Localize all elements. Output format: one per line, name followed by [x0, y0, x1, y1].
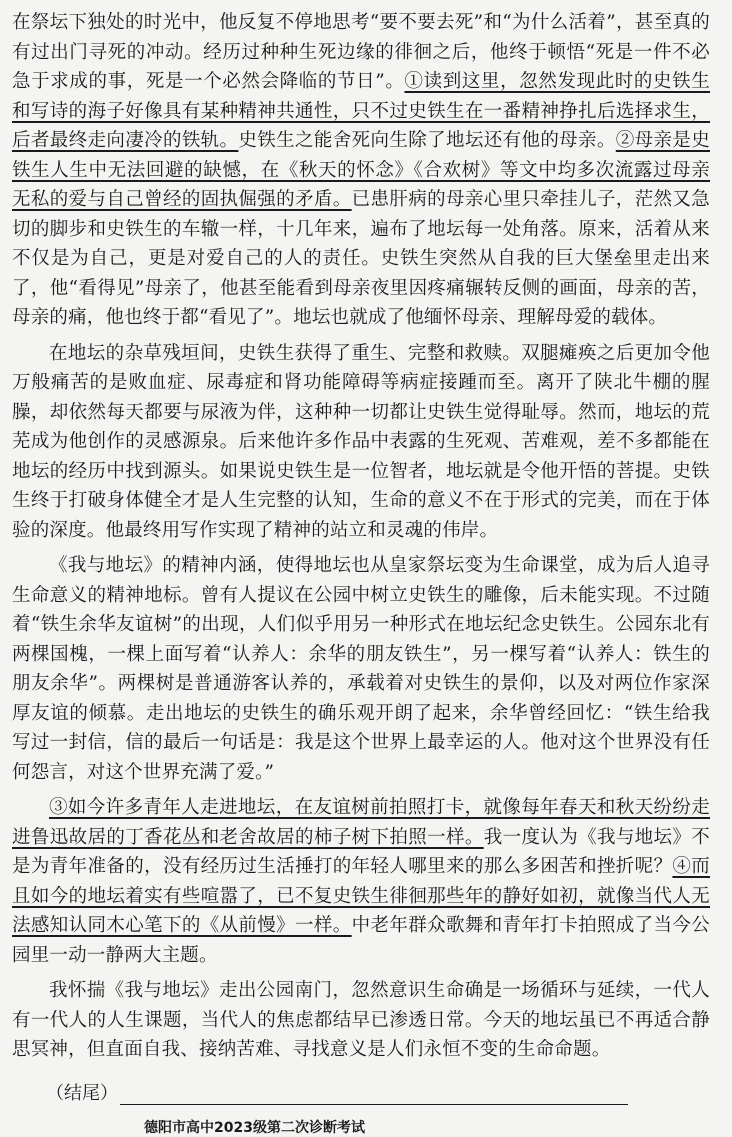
- text-segment: 我怀揣《我与地坛》走出公园南门，忽然意识生命确是一场循环与延续，一代人有一代人的人生课题，当代人的焦虑都结早已渗透日常。今天的地坛虽已不再适合静思冥神，但直面自我、接纳苦难、寻找意义是人们永恒不变的生命命题。: [12, 980, 710, 1060]
- underlined-sentence: ④而且如今的地坛着实有些喧嚣了，已不复史铁生徘徊那些年的静好如初，就像当代人无法感知认同木心笔下的《从前慢》一样。: [12, 856, 710, 936]
- article-paragraph-p4: [12, 793, 710, 970]
- article-paragraph-p5: [12, 976, 710, 1065]
- article-paragraph-p3: [12, 551, 710, 787]
- ending-answer-line[interactable]: [120, 1084, 628, 1105]
- text-segment: 我一度认为《我与地坛》不是为青年准备的，没有经历过生活捶打的年轻人哪里来的那么多困苦和挫折呢？: [12, 826, 710, 877]
- article-body: [12, 8, 710, 1065]
- exam-footer: 德阳市高中2023级第二次诊断考试: [144, 1119, 365, 1136]
- text-segment: 已患肝病的母亲心里只牵挂儿子，茫然又急切的脚步和史铁生的车辙一样，十几年来，遍布了地坛每一处角落。原来，活着从来不仅是为自己，更是对爱自己的人的责任。史铁生突然从自我的巨大堡垒里走出来了，他“看得见”母亲了，他甚至能看到母亲夜里因疼痛辗转反侧的画面，母亲的苦，母亲的痛，他也终于都“看见了”。地坛也就成了他缅怀母亲、理解母爱的载体。: [12, 189, 710, 328]
- text-segment: 《我与地坛》的精神内涵，使得地坛也从皇家祭坛变为生命课堂，成为后人追寻生命意义的精神地标。曾有人提议在公园中树立史铁生的雕像，后未能实现。不过随着“铁生余华友谊树”的出现，人们似乎用另一种形式在地坛纪念史铁生。公园东北有两棵国槐，一棵上面写着“认养人：余华的朋友铁生”，另一棵写着“认养人：铁生的朋友余华”。两棵树是普通游客认养的，承载着对史铁生的景仰，以及对两位作家深厚友谊的倾慕。走出地坛的史铁生的确乐观开朗了起来，余华曾经回忆：“铁生给我写过一封信，信的最后一句话是：我是这个世界上最幸运的人。他对这个世界没有任何怨言，对这个世界充满了爱。”: [12, 555, 710, 783]
- underlined-sentence: ②母亲是史铁生人生中无法回避的缺憾，在《秋天的怀念》《合欢树》等文中均多次流露过母亲无私的爱与自己曾经的固执倔强的矛盾。: [12, 130, 710, 210]
- ending-label: （结尾）: [46, 1082, 118, 1104]
- underlined-sentence: ③如今许多青年人走进地坛，在友谊树前拍照打卡，就像每年春天和秋天纷纷走进鲁迅故居的丁香花丛和老舍故居的柿子树下拍照一样。: [12, 797, 710, 848]
- text-segment: 史铁生之能舍死向生除了地坛还有他的母亲。: [238, 130, 616, 151]
- underlined-sentence: ①读到这里，忽然发现此时的史铁生和写诗的海子好像具有某种精神共通性，只不过史铁生在一番精神挣扎后选择求生，后者最终走向凄冷的铁轨。: [12, 71, 710, 151]
- article-paragraph-p2: [12, 339, 710, 546]
- text-segment: 在地坛的杂草残垣间，史铁生获得了重生、完整和救赎。双腿瘫痪之后更加令他万般痛苦的是败血症、尿毒症和肾功能障碍等病症接踵而至。离开了陕北牛棚的腥臊，却依然每天都要与尿液为伴，这种种一切都让史铁生觉得耻辱。然而，地坛的荒芜成为他创作的灵感源泉。后来他许多作品中表露的生死观、苦难观，差不多都能在地坛的经历中找到源头。如果说史铁生是一位智者，地坛就是令他开悟的菩提。史铁生终于打破身体健全才是人生完整的认知，生命的意义不在于形式的完美，而在于体验的深度。他最终用写作实现了精神的站立和灵魂的伟岸。: [12, 342, 710, 541]
- text-segment: 中老年群众歌舞和青年打卡拍照成了当今公园里一动一静两大主题。: [12, 915, 710, 966]
- article-paragraph-p1: [12, 8, 710, 333]
- ending-answer-row: [12, 1079, 710, 1105]
- text-segment: 在祭坛下独处的时光中，他反复不停地思考“要不要去死”和“为什么活着”，甚至真的有过出门寻死的冲动。经历过种种生死边缘的徘徊之后，他终于顿悟“死是一件不必急于求成的事，死是一个必然会降临的节日”。: [12, 12, 710, 92]
